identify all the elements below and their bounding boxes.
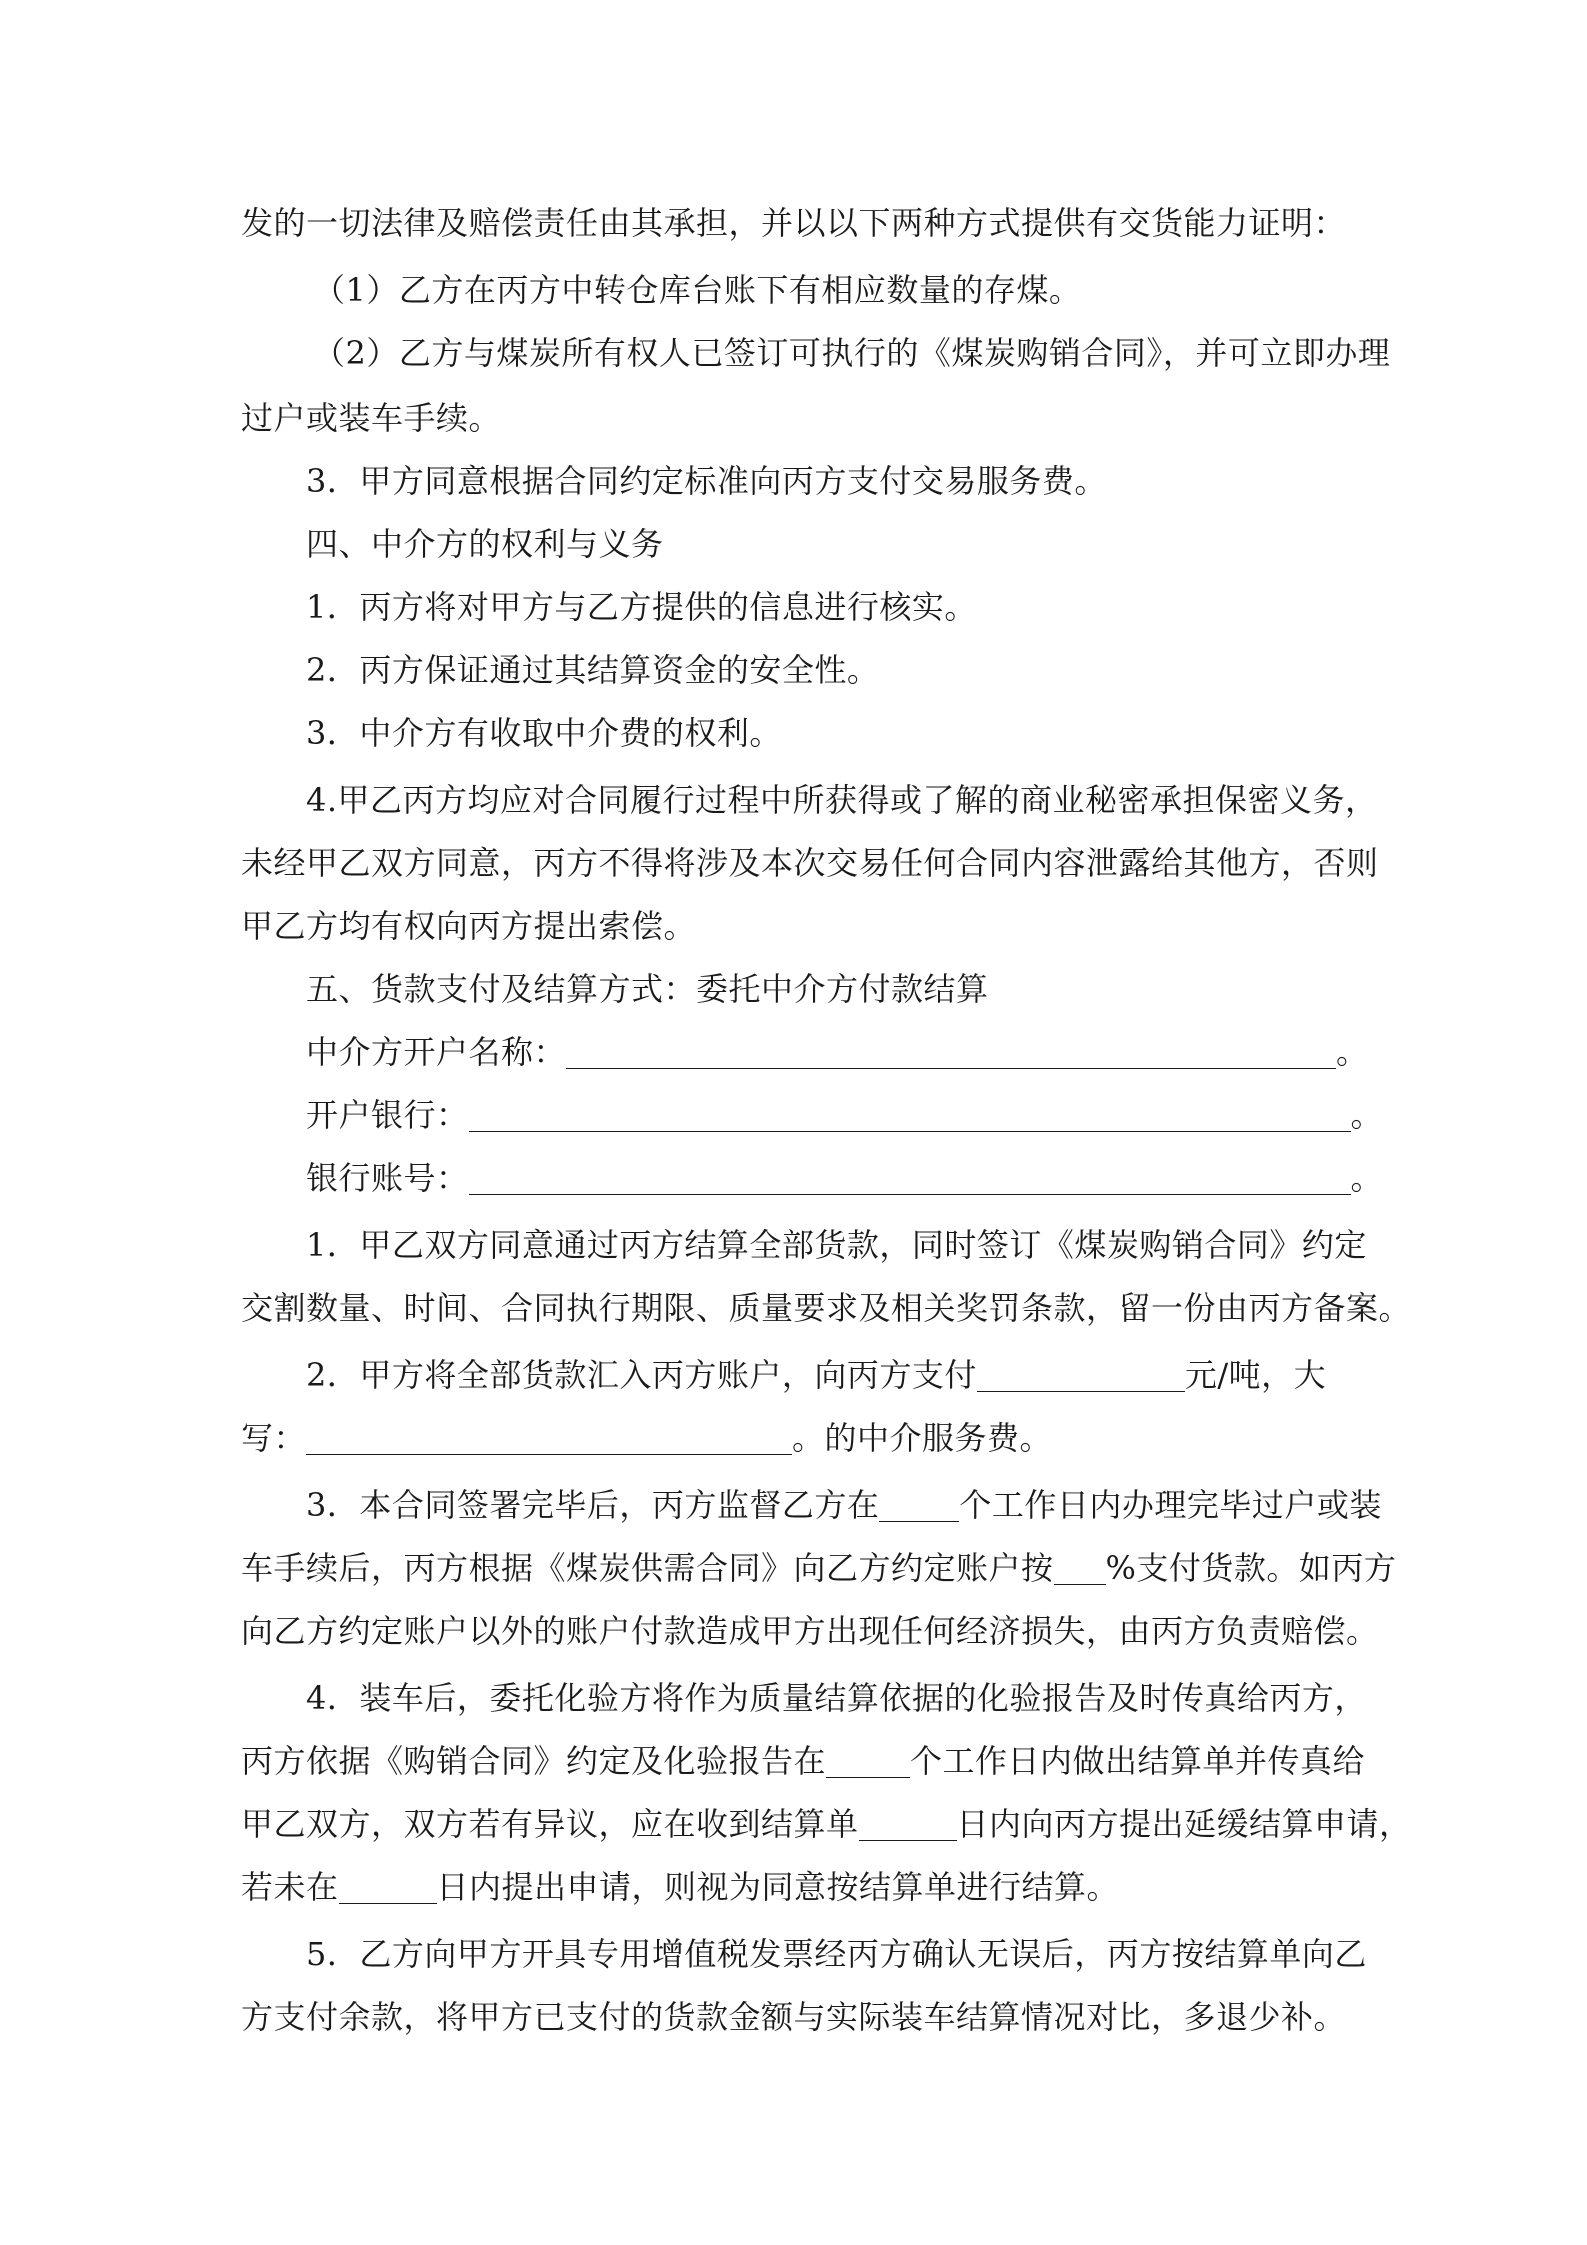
paragraph-line: 4．装车后，委托化验方将作为质量结算依据的化验报告及时传真给丙方， <box>306 1679 1367 1717</box>
percent-blank[interactable] <box>1054 1552 1106 1585</box>
account-name-label: 中介方开户名称： <box>306 1033 567 1071</box>
clause3-line <box>306 1485 1382 1525</box>
account-name-blank[interactable] <box>566 1036 1336 1069</box>
paragraph-line: 5．乙方向甲方开具专用增值税发票经丙方确认无误后，丙方按结算单向乙 <box>306 1935 1367 1973</box>
clause3-text-end: 个工作日内办理完毕过户或装 <box>959 1486 1382 1524</box>
account-number-label: 银行账号： <box>306 1159 469 1197</box>
account-name-row <box>306 1032 1369 1072</box>
section-heading: 五、货款支付及结算方式：委托中介方付款结算 <box>306 970 989 1008</box>
paragraph-line: 交割数量、时间、合同执行期限、质量要求及相关奖罚条款，留一份由丙方备案。 <box>241 1289 1412 1327</box>
paragraph-line: 方支付余款，将甲方已支付的货款金额与实际装车结算情况对比，多退少补。 <box>241 1998 1347 2036</box>
clause4-text: 若未在 <box>241 1868 339 1906</box>
clause3-text: 车手续后，丙方根据《煤炭供需合同》向乙方约定账户按 <box>241 1549 1054 1587</box>
bank-label: 开户银行： <box>306 1096 469 1134</box>
paragraph-line: 过户或装车手续。 <box>241 399 502 437</box>
account-number-end: 。 <box>1350 1159 1384 1197</box>
application-days-blank[interactable] <box>339 1871 437 1904</box>
fee-capital-end: 。的中介服务费。 <box>792 1419 1053 1457</box>
clause4-text-end: 个工作日内做出结算单并传真给 <box>910 1742 1366 1780</box>
paragraph-line: 1．丙方将对甲方与乙方提供的信息进行核实。 <box>306 588 977 626</box>
fee-capital-blank[interactable] <box>306 1422 792 1455</box>
paragraph-line: 2．丙方保证通过其结算资金的安全性。 <box>306 651 880 689</box>
paragraph-line: 甲乙方均有权向丙方提出索偿。 <box>241 907 697 945</box>
fee-text: 2．甲方将全部货款汇入丙方账户，向丙方支付 <box>306 1356 977 1394</box>
paragraph-line: 1．甲乙双方同意通过丙方结算全部货款，同时签订《煤炭购销合同》约定 <box>306 1226 1367 1264</box>
paragraph-line: （2）乙方与煤炭所有权人已签订可执行的《煤炭购销合同》，并可立即办理 <box>313 334 1391 372</box>
workdays-blank[interactable] <box>879 1489 959 1522</box>
fee-capital-line <box>241 1418 1052 1458</box>
paragraph-line: 3．甲方同意根据合同约定标准向丙方支付交易服务费。 <box>306 462 1107 500</box>
capital-label: 写： <box>241 1419 307 1457</box>
fee-per-ton-blank[interactable] <box>977 1359 1185 1392</box>
clause4-line <box>241 1867 1119 1907</box>
paragraph-line: 4.甲乙丙方均应对合同履行过程中所获得或了解的商业秘密承担保密义务， <box>306 781 1378 819</box>
bank-end: 。 <box>1350 1096 1384 1134</box>
paragraph-line: 发的一切法律及赔偿责任由其承担，并以以下两种方式提供有交货能力证明： <box>241 204 1347 242</box>
section-heading: 四、中介方的权利与义务 <box>306 525 664 563</box>
paragraph-line: （1）乙方在丙方中转仓库台账下有相应数量的存煤。 <box>313 271 1082 309</box>
clause3-text-end: %支付货款。如丙方 <box>1105 1549 1397 1587</box>
clause4-text: 丙方依据《购销合同》约定及化验报告在 <box>241 1742 827 1780</box>
fee-line <box>306 1355 1326 1395</box>
clause4-text-end: 日内向丙方提出延缓结算申请， <box>956 1805 1412 1843</box>
bank-row <box>306 1095 1383 1135</box>
settlement-days-blank[interactable] <box>826 1745 910 1778</box>
clause4-line <box>241 1804 1412 1844</box>
paragraph-line: 3．中介方有收取中介费的权利。 <box>306 714 782 752</box>
account-number-blank[interactable] <box>469 1162 1351 1195</box>
objection-days-blank[interactable] <box>859 1808 957 1841</box>
account-number-row <box>306 1158 1383 1198</box>
clause4-text: 甲乙双方，双方若有异议，应在收到结算单 <box>241 1805 859 1843</box>
paragraph-line: 未经甲乙双方同意，丙方不得将涉及本次交易任何合同内容泄露给其他方，否则 <box>241 844 1379 882</box>
paragraph-line: 向乙方约定账户以外的账户付款造成甲方出现任何经济损失，由丙方负责赔偿。 <box>241 1612 1379 1650</box>
clause4-text-end: 日内提出申请，则视为同意按结算单进行结算。 <box>436 1868 1120 1906</box>
clause4-line <box>241 1741 1365 1781</box>
bank-blank[interactable] <box>469 1099 1351 1132</box>
clause3-text: 3．本合同签署完毕后，丙方监督乙方在 <box>306 1486 880 1524</box>
clause3-line <box>241 1548 1396 1588</box>
account-name-end: 。 <box>1336 1033 1369 1071</box>
fee-text-end: 元/吨，大 <box>1184 1356 1327 1394</box>
